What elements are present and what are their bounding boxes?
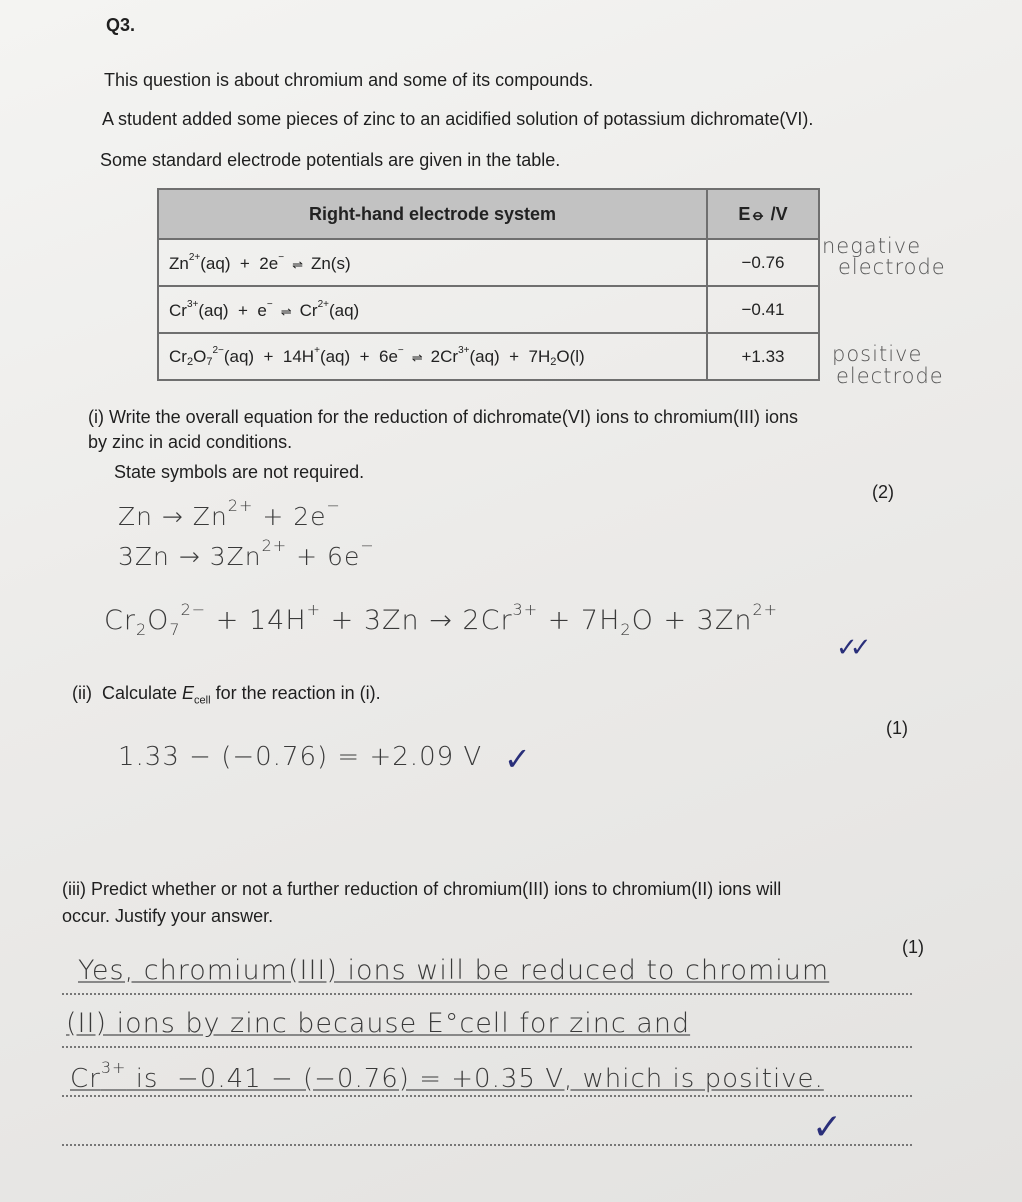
table-row xyxy=(158,239,819,286)
marker-tick: ✓ xyxy=(504,741,531,777)
potential-value: −0.76 xyxy=(707,239,819,286)
annotation-negative-electrode: negative electrode xyxy=(822,234,946,279)
question-number: Q3. xyxy=(106,15,136,35)
table-row xyxy=(158,286,819,333)
answer-line xyxy=(62,993,912,995)
marker-ticks: ✓✓ xyxy=(836,632,864,662)
part-iii-answer-line-1: Yes, chromium(III) ions will be reduced to chromium xyxy=(78,955,830,986)
intro-line-2: A student added some pieces of zinc to an acidified solution of potassium dichromate(VI). xyxy=(102,109,814,129)
equilibrium-arrow-icon: ⇌ xyxy=(280,303,292,319)
part-iii-question: (iii) Predict whether or not a further reduction of chromium(III) ions to chromium(II) ions will occur. Justify your answer. xyxy=(62,879,782,926)
answer-line xyxy=(62,1095,912,1097)
part-iii-answer-line-2: (II) ions by zinc because E°cell for zinc and xyxy=(66,1008,691,1039)
table-row xyxy=(158,333,819,380)
part-i-instruction: State symbols are not required. xyxy=(114,462,365,482)
intro-line-1: This question is about chromium and some of its compounds. xyxy=(104,70,594,90)
half-equation-dichromate: $Cr_2O_7^{2-}(aq) + 14H^+(aq) + 6e^-$ ⇌ $2Cr^{3+}(aq) + 7H_2O(l)$ xyxy=(158,333,707,380)
potential-value: +1.33 xyxy=(707,333,819,380)
part-iii-marks: (1) xyxy=(902,937,924,957)
header-potential: E⦵ /V xyxy=(707,189,819,239)
part-i-marks: (2) xyxy=(872,482,894,502)
electrode-potential-table xyxy=(157,188,820,381)
equilibrium-arrow-icon: ⇌ xyxy=(292,256,303,272)
potential-value: −0.41 xyxy=(707,286,819,333)
part-iii-answer-line-3: $Cr^{3+}$ is −0.41 − (−0.76) = +0.35 V, which is positive. xyxy=(70,1058,824,1094)
intro-line-3: Some standard electrode potentials are given in the table. xyxy=(100,150,561,170)
part-ii-question: (ii) Calculate $E_{cell}$ for the reaction in (i). xyxy=(72,683,381,707)
annotation-positive-electrode: positive electrode xyxy=(832,342,944,388)
answer-line xyxy=(62,1144,912,1146)
part-i-answer-line-2: $3Zn \to 3Zn^{2+} + 6e^-$ xyxy=(118,536,375,571)
part-i-overall-equation: $Cr_2O_7^{2-} + 14H^+ + 3Zn \to 2Cr^{3+} + 7H_2O + 3Zn^{2+}$ xyxy=(104,600,779,639)
half-equation-cr: $Cr^{3+}(aq) + e^-$ ⇌ $Cr^{2+}(aq)$ xyxy=(158,286,707,333)
part-i-answer-line-1: $Zn \to Zn^{2+} + 2e^-$ xyxy=(118,496,341,531)
half-equation-zn: $Zn^{2+}(aq) + 2e^-$ ⇌ Zn(s) xyxy=(158,239,707,286)
table-header-row xyxy=(158,189,819,239)
part-i-question: (i) Write the overall equation for the reduction of dichromate(VI) ions to chromium(III) ions by zinc in acid conditions. xyxy=(88,407,798,452)
marker-tick: ✓ xyxy=(812,1106,843,1147)
header-electrode-system: Right-hand electrode system xyxy=(158,189,707,239)
part-ii-marks: (1) xyxy=(886,718,908,738)
equilibrium-arrow-icon: ⇌ xyxy=(411,350,423,365)
answer-line xyxy=(62,1046,912,1048)
part-ii-answer: 1.33 − (−0.76) = +2.09 V xyxy=(118,742,483,772)
